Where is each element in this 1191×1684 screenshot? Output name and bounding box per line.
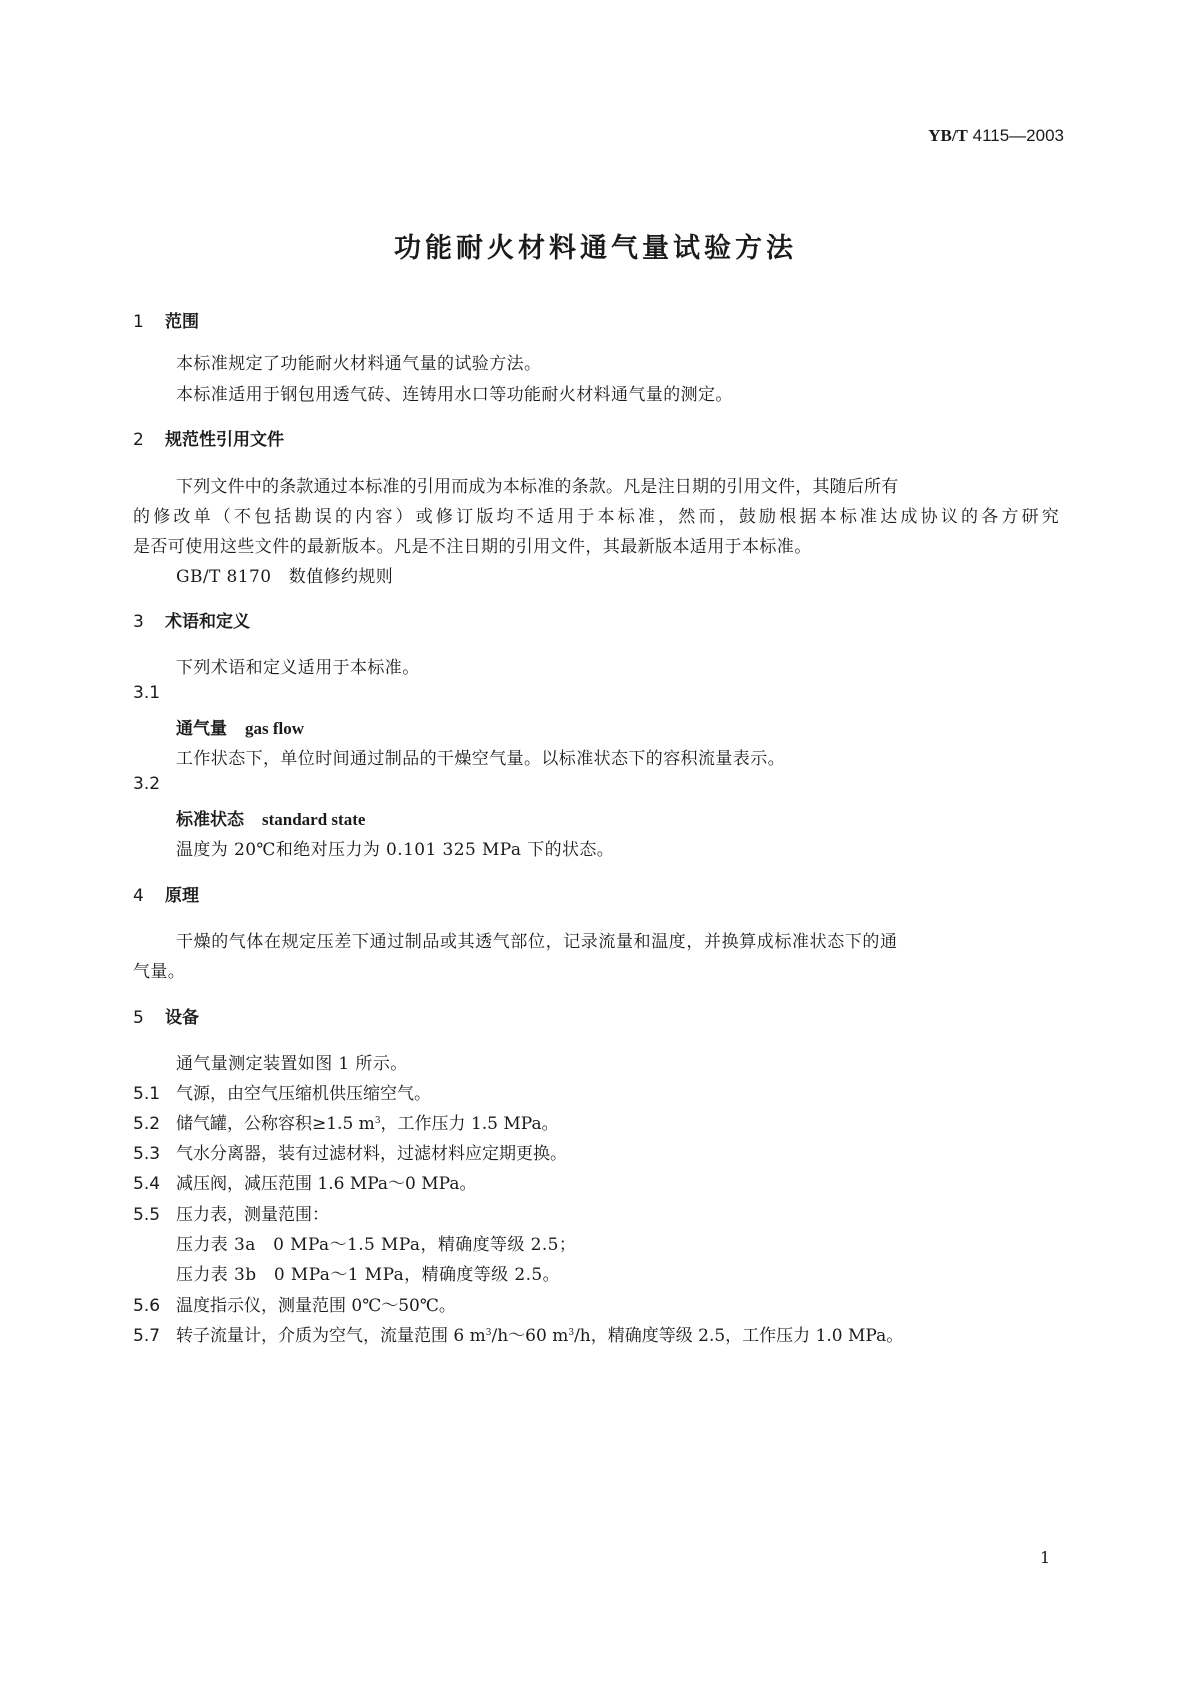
section-heading-4: 4 原理 [133,886,199,906]
term-definition: 温度为 20℃和绝对压力为 0.101 325 MPa 下的状态。 [176,840,615,860]
term-number: 3.1 [133,683,161,703]
section-heading-5: 5 设备 [133,1008,199,1028]
section-heading-1: 1 范围 [133,312,199,332]
paragraph-line: 气量。 [133,962,186,982]
paragraph-line: 干燥的气体在规定压差下通过制品或其透气部位，记录流量和温度，并换算成标准状态下的通 [176,932,898,952]
paragraph: 通气量测定装置如图 1 所示。 [176,1054,408,1074]
equipment-item: 5.2 储气罐，公称容积≥1.5 $m^3$，工作压力 1.5 MPa。 [133,1114,559,1134]
term-name: 标准状态 standard state [176,810,366,830]
paragraph-line: 是否可使用这些文件的最新版本。凡是不注日期的引用文件，其最新版本适用于本标准。 [133,537,812,557]
equipment-item: 5.6 温度指示仪，测量范围 0℃～50℃。 [133,1296,456,1316]
equipment-item: 5.1 气源，由空气压缩机供压缩空气。 [133,1084,431,1104]
term-definition: 工作状态下，单位时间通过制品的干燥空气量。以标准状态下的容积流量表示。 [176,749,785,769]
normative-reference: GB/T 8170 数值修约规则 [176,567,394,587]
paragraph-line: 下列文件中的条款通过本标准的引用而成为本标准的条款。凡是注日期的引用文件，其随后所有 [176,477,899,497]
term-name: 通气量 gas flow [176,719,305,739]
document-title: 功能耐火材料通气量试验方法 [394,233,797,264]
paragraph: 下列术语和定义适用于本标准。 [176,658,420,678]
paragraph: 本标准适用于钢包用透气砖、连铸用水口等功能耐火材料通气量的测定。 [176,385,733,405]
paragraph-line: 的修改单（不包括勘误的内容）或修订版均不适用于本标准，然而，鼓励根据本标准达成协议的各方研究 [133,507,1059,527]
paragraph: 本标准规定了功能耐火材料通气量的试验方法。 [176,354,542,374]
section-heading-2: 2 规范性引用文件 [133,430,284,450]
equipment-item: 5.3 气水分离器，装有过滤材料，过滤材料应定期更换。 [133,1144,567,1164]
equipment-item: 5.4 减压阀，减压范围 1.6 MPa～0 MPa。 [133,1174,477,1194]
equipment-item: 5.7 转子流量计，介质为空气，流量范围 6 $m^3/h\sim 60$ $m^3/h$，精确度等级 2.5，工作压力 1.0 MPa。 [133,1326,904,1346]
page-number: 1 [1040,1548,1051,1567]
standard-code: YB/T 4115—2003 [928,126,1064,145]
equipment-subitem: 压力表 3b 0 MPa～1 MPa，精确度等级 2.5。 [176,1265,561,1285]
equipment-item: 5.5 压力表，测量范围： [133,1205,329,1225]
term-number: 3.2 [133,774,161,794]
section-heading-3: 3 术语和定义 [133,612,250,632]
equipment-subitem: 压力表 3a 0 MPa～1.5 MPa，精确度等级 2.5； [176,1235,577,1255]
